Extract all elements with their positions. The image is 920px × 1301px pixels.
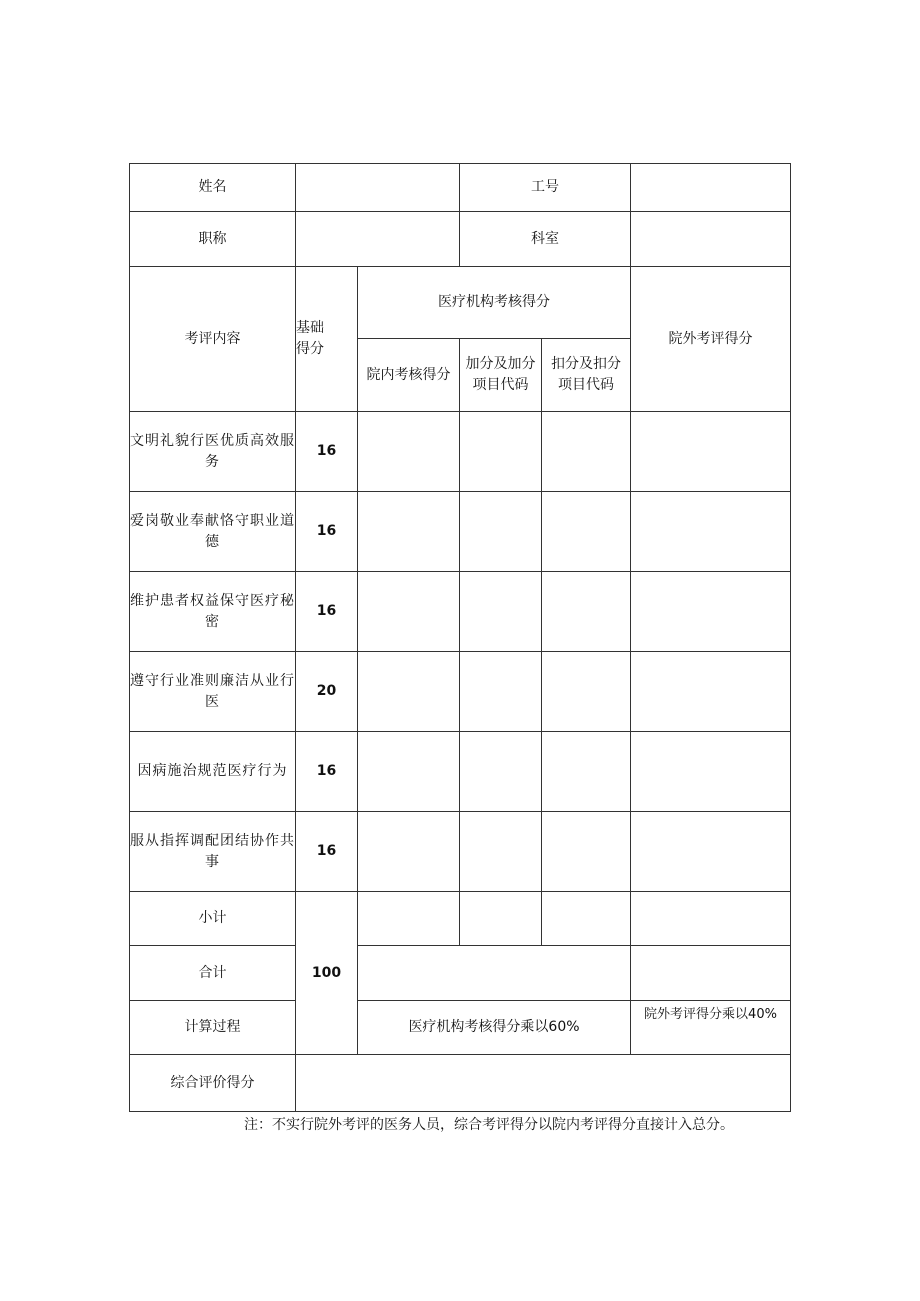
in-hospital-header: 院内考核得分 <box>358 339 460 412</box>
external-cell[interactable] <box>631 732 791 812</box>
subtotal-label: 小计 <box>130 892 296 946</box>
item-base-score: 16 <box>296 812 358 892</box>
total-label: 合计 <box>130 946 296 1001</box>
name-label: 姓名 <box>130 164 296 212</box>
base-score-header-text: 基础得分 <box>296 320 324 357</box>
external-cell[interactable] <box>631 572 791 652</box>
bonus-cell[interactable] <box>460 492 542 572</box>
item-base-score: 16 <box>296 412 358 492</box>
in-hospital-cell[interactable] <box>358 812 460 892</box>
item-base-score: 16 <box>296 572 358 652</box>
total-org-cell[interactable] <box>358 946 631 1001</box>
in-hospital-cell[interactable] <box>358 412 460 492</box>
deduct-cell[interactable] <box>542 492 631 572</box>
content-header: 考评内容 <box>130 267 296 412</box>
composite-label: 综合评价得分 <box>130 1055 296 1112</box>
total-external-cell[interactable] <box>631 946 791 1001</box>
external-cell[interactable] <box>631 812 791 892</box>
subtotal-in-hospital-cell[interactable] <box>358 892 460 946</box>
table-row <box>130 732 791 812</box>
table-row <box>130 812 791 892</box>
in-hospital-cell[interactable] <box>358 652 460 732</box>
bonus-cell[interactable] <box>460 412 542 492</box>
bonus-cell[interactable] <box>460 572 542 652</box>
name-field[interactable] <box>296 164 460 212</box>
subtotal-external-cell[interactable] <box>631 892 791 946</box>
table-row <box>130 492 791 572</box>
dept-field[interactable] <box>631 212 791 267</box>
title-field[interactable] <box>296 212 460 267</box>
base-score-header <box>296 267 358 412</box>
in-hospital-cell[interactable] <box>358 492 460 572</box>
deduct-header-text: 扣分及扣分项目代码 <box>551 356 621 393</box>
item-content: 遵守行业准则廉洁从业行医 <box>130 652 296 732</box>
item-base-score: 16 <box>296 492 358 572</box>
table-row <box>130 652 791 732</box>
org-score-header: 医疗机构考核得分 <box>358 267 631 339</box>
bonus-cell[interactable] <box>460 812 542 892</box>
composite-score-cell[interactable] <box>296 1055 791 1112</box>
item-content: 因病施治规范医疗行为 <box>130 732 296 812</box>
bonus-header <box>460 339 542 412</box>
bonus-cell[interactable] <box>460 732 542 812</box>
item-content: 爱岗敬业奉献恪守职业道德 <box>130 492 296 572</box>
total-base-score: 100 <box>296 892 358 1055</box>
footnote: 注：不实行院外考评的医务人员，综合考评得分以院内考评得分直接计入总分。 <box>244 1117 734 1133</box>
item-base-score: 16 <box>296 732 358 812</box>
item-content: 文明礼貌行医优质高效服务 <box>130 412 296 492</box>
external-cell[interactable] <box>631 412 791 492</box>
table-row <box>130 572 791 652</box>
id-field[interactable] <box>631 164 791 212</box>
deduct-cell[interactable] <box>542 572 631 652</box>
table-row <box>130 412 791 492</box>
external-score-header: 院外考评得分 <box>631 267 791 412</box>
calc-label: 计算过程 <box>130 1001 296 1055</box>
evaluation-form-table <box>129 163 791 1112</box>
in-hospital-cell[interactable] <box>358 732 460 812</box>
bonus-header-text: 加分及加分项目代码 <box>465 356 536 393</box>
subtotal-deduct-cell[interactable] <box>542 892 631 946</box>
dept-label: 科室 <box>460 212 631 267</box>
in-hospital-cell[interactable] <box>358 572 460 652</box>
item-base-score: 20 <box>296 652 358 732</box>
item-content: 服从指挥调配团结协作共事 <box>130 812 296 892</box>
deduct-header <box>542 339 631 412</box>
calc-external-cell: 院外考评得分乘以40% <box>631 1001 791 1055</box>
external-cell[interactable] <box>631 492 791 572</box>
subtotal-bonus-cell[interactable] <box>460 892 542 946</box>
external-cell[interactable] <box>631 652 791 732</box>
title-label: 职称 <box>130 212 296 267</box>
deduct-cell[interactable] <box>542 412 631 492</box>
bonus-cell[interactable] <box>460 652 542 732</box>
id-label: 工号 <box>460 164 631 212</box>
deduct-cell[interactable] <box>542 652 631 732</box>
calc-org-cell: 医疗机构考核得分乘以60% <box>358 1001 631 1055</box>
item-content: 维护患者权益保守医疗秘密 <box>130 572 296 652</box>
deduct-cell[interactable] <box>542 812 631 892</box>
deduct-cell[interactable] <box>542 732 631 812</box>
